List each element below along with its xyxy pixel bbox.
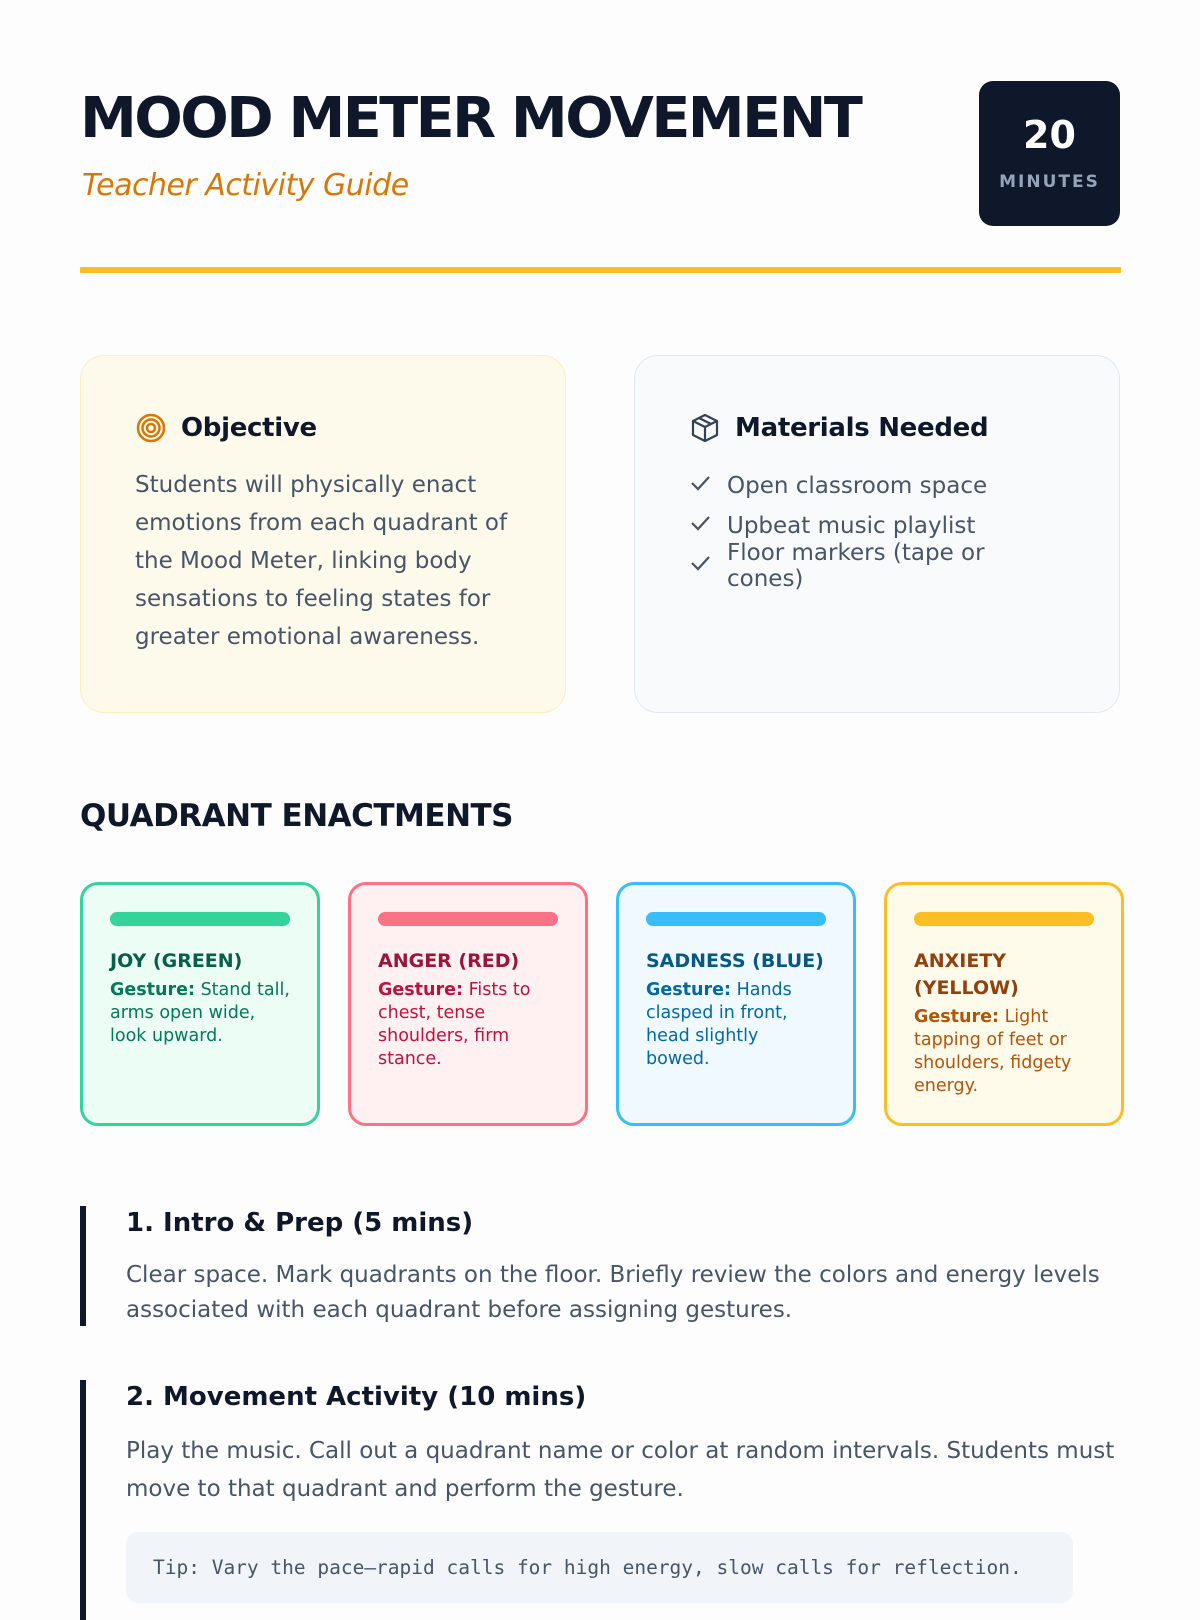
quadrant-card-joy xyxy=(80,882,320,1126)
step-title: 2. Movement Activity (10 mins) xyxy=(126,1382,587,1412)
step-intro xyxy=(80,1206,1127,1326)
box-icon xyxy=(689,412,721,444)
materials-header xyxy=(689,412,1065,444)
duration-unit: MINUTES xyxy=(999,171,1100,192)
gesture-label: Gesture: xyxy=(378,980,463,1000)
quadrant-card-anxiety xyxy=(884,882,1124,1126)
step-text: Play the music. Call out a quadrant name or color at random intervals. Students must move to that quadrant and perform the gesture. xyxy=(126,1438,1115,1502)
duration-value: 20 xyxy=(1023,112,1076,157)
color-bar xyxy=(646,912,826,926)
quadrant-gesture xyxy=(646,979,826,1071)
gesture-label: Gesture: xyxy=(110,980,195,1000)
material-label: Upbeat music playlist xyxy=(727,513,976,539)
objective-header xyxy=(135,412,511,444)
duration-badge xyxy=(979,81,1120,226)
quadrant-card-anger xyxy=(348,882,588,1126)
step-text: Clear space. Mark quadrants on the floor. Briefly review the colors and energy levels associated with each quadrant before assigning gestures. xyxy=(126,1262,1100,1323)
gesture-text: Stand tall, arms open wide, look upward. xyxy=(110,980,290,1046)
step-title: 1. Intro & Prep (5 mins) xyxy=(126,1208,474,1238)
target-icon xyxy=(135,412,167,444)
page-subtitle: Teacher Activity Guide xyxy=(82,168,409,203)
quadrant-name: JOY (GREEN) xyxy=(110,950,243,972)
quadrant-gesture xyxy=(378,979,558,1071)
quadrant-gesture xyxy=(110,979,290,1048)
gesture-text: Hands clasped in front, head slightly bowed. xyxy=(646,980,792,1069)
gesture-text: Light tapping of feet or shoulders, fidgety energy. xyxy=(914,1007,1072,1096)
tip-box: Tip: Vary the pace—rapid calls for high energy, slow calls for reflection. xyxy=(126,1532,1073,1603)
gesture-text: Fists to chest, tense shoulders, firm stance. xyxy=(378,980,531,1069)
list-item xyxy=(689,540,1065,592)
color-bar xyxy=(378,912,558,926)
objective-title: Objective xyxy=(181,413,317,443)
gesture-label: Gesture: xyxy=(646,980,731,1000)
color-bar xyxy=(914,912,1094,926)
material-label: Open classroom space xyxy=(727,473,988,499)
quadrants-heading: QUADRANT ENACTMENTS xyxy=(80,798,513,834)
list-item xyxy=(689,466,1065,506)
header-divider xyxy=(80,267,1121,273)
materials-card xyxy=(634,355,1120,713)
materials-list xyxy=(689,466,1065,592)
check-icon xyxy=(689,552,711,580)
step-movement xyxy=(80,1380,1127,1620)
quadrant-name: ANGER (RED) xyxy=(378,950,520,972)
gesture-label: Gesture: xyxy=(914,1007,999,1027)
material-label: Floor markers (tape or cones) xyxy=(727,540,985,592)
materials-title: Materials Needed xyxy=(735,413,989,443)
quadrant-name: SADNESS (BLUE) xyxy=(646,950,824,972)
objective-card xyxy=(80,355,566,713)
quadrant-gesture xyxy=(914,1006,1094,1098)
color-bar xyxy=(110,912,290,926)
check-icon xyxy=(689,472,711,500)
objective-text: Students will physically enact emotions from each quadrant of the Mood Meter, linking body sensations to feeling states for greater emotional awareness. xyxy=(135,472,508,650)
check-icon xyxy=(689,512,711,540)
page-title: MOOD METER MOVEMENT xyxy=(80,86,861,151)
quadrant-name: ANXIETY (YELLOW) xyxy=(914,950,1019,999)
quadrant-card-sadness xyxy=(616,882,856,1126)
